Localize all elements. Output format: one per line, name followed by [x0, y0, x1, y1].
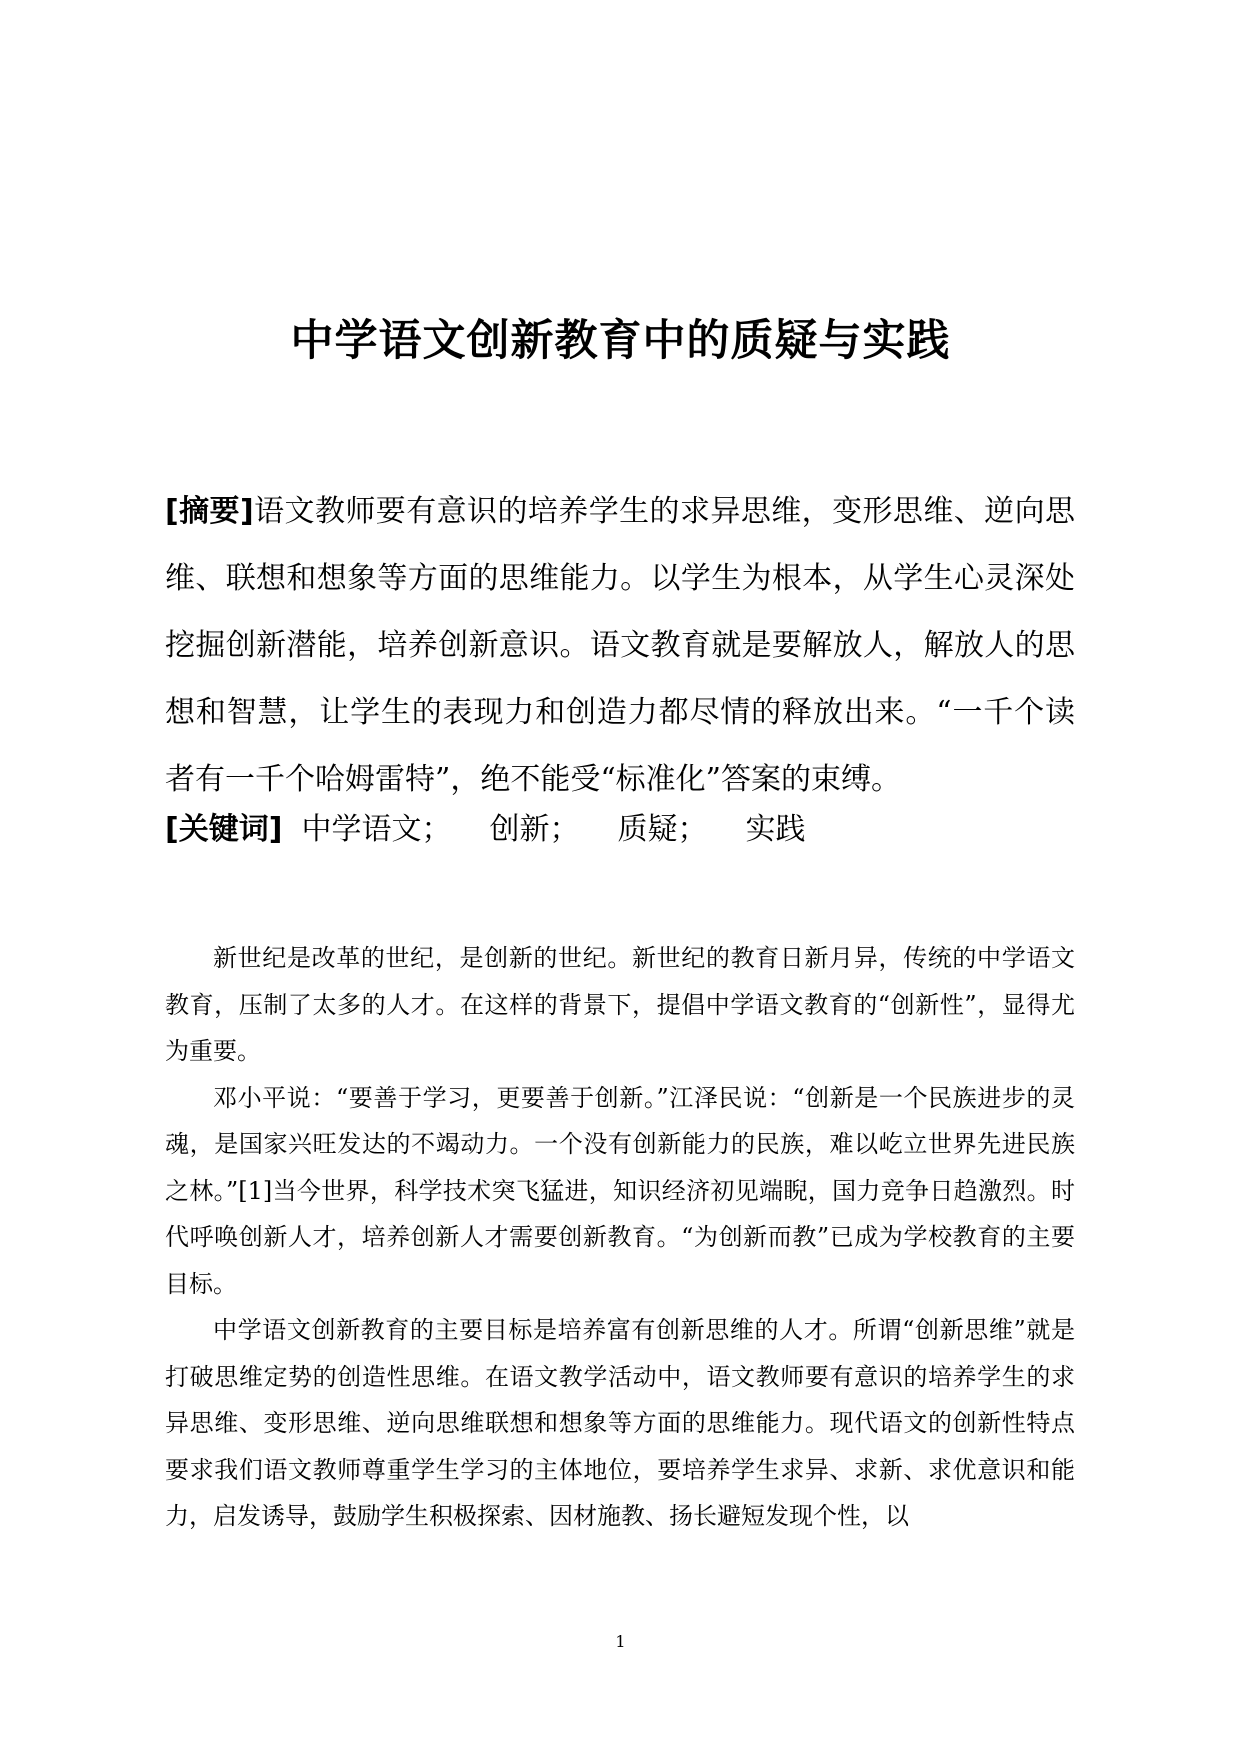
keyword-item: 实践 — [745, 812, 806, 847]
body-text — [165, 935, 1075, 1540]
keyword-item: 质疑； — [617, 812, 708, 847]
keyword-item: 中学语文； — [301, 812, 452, 847]
page-number: 1 — [615, 1632, 626, 1651]
body-paragraph: 邓小平说：“要善于学习，更要善于创新。”江泽民说：“创新是一个民族进步的灵魂，是国家兴旺发达的不竭动力。一个没有创新能力的民族，难以屹立世界先进民族之林。”[1]当今世界，科学技术突飞猛进，知识经济初见端睨，国力竞争日趋激烈。时代呼唤创新人才，培养创新人才需要创新教育。“为创新而教”已成为学校教育的主要目标。 — [165, 1083, 1075, 1298]
abstract-section — [165, 478, 1075, 813]
abstract-label: [摘要] — [165, 494, 254, 529]
document-title: 中学语文创新教育中的质疑与实践 — [290, 315, 951, 366]
body-paragraph: 新世纪是改革的世纪，是创新的世纪。新世纪的教育日新月异，传统的中学语文教育，压制了太多的人才。在这样的背景下，提倡中学语文教育的“创新性”，显得尤为重要。 — [165, 944, 1075, 1065]
abstract-text: 语文教师要有意识的培养学生的求异思维，变形思维、逆向思维、联想和想象等方面的思维能力。以学生为根本，从学生心灵深处挖掘创新潜能，培养创新意识。语文教育就是要解放人，解放人的思想和智慧，让学生的表现力和创造力都尽情的释放出来。“一千个读者有一千个哈姆雷特”，绝不能受“标准化”答案的束缚。 — [165, 494, 1076, 797]
body-paragraph: 中学语文创新教育的主要目标是培养富有创新思维的人才。所谓“创新思维”就是打破思维定势的创造性思维。在语文教学活动中，语文教师要有意识的培养学生的求异思维、变形思维、逆向思维联想和想象等方面的思维能力。现代语文的创新性特点要求我们语文教师尊重学生学习的主体地位，要培养学生求异、求新、求优意识和能力，启发诱导，鼓励学生积极探索、因材施教、扬长避短发现个性，以 — [165, 1316, 1075, 1530]
keywords-label: [关键词] — [165, 812, 283, 847]
keyword-item: 创新； — [489, 812, 580, 847]
keywords-section — [165, 808, 1075, 852]
